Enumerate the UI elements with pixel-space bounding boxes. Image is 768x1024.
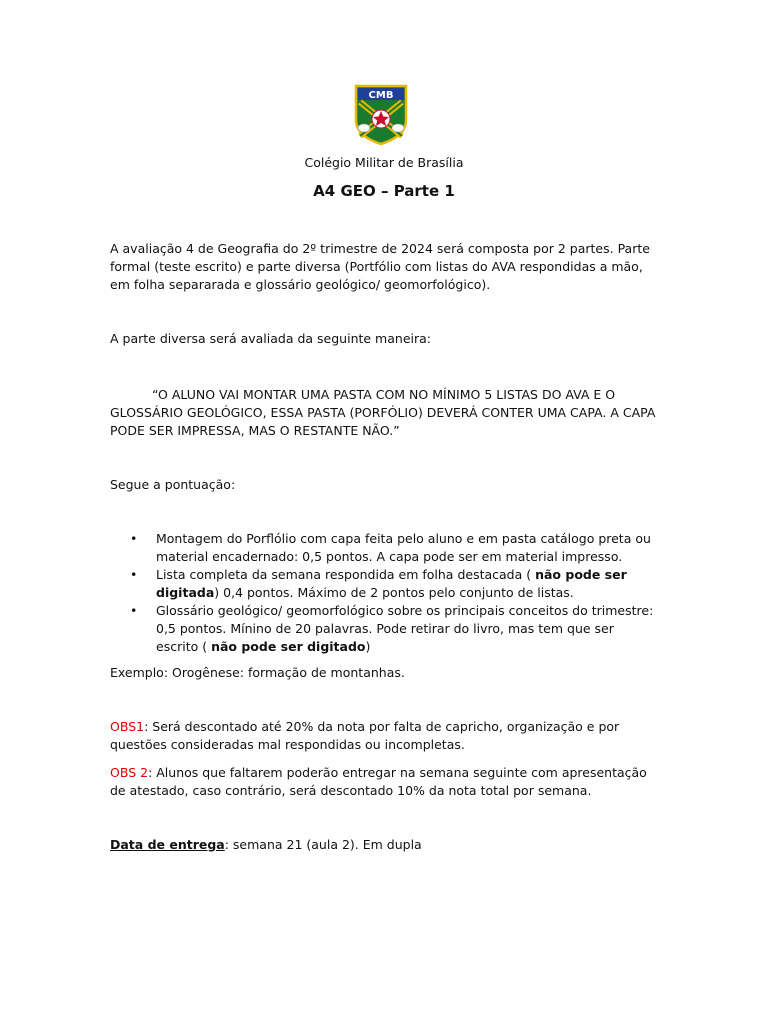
obs1-text: : Será descontado até 20% da nota por falta de capricho, organização e por questões consideradas mal respondidas ou incompletas.: [110, 719, 620, 752]
obs2-text: : Alunos que faltarem poderão entregar na semana seguinte com apresentação de atestado, caso contrário, será descontado 10% da nota total por semana.: [110, 765, 647, 798]
scoring-list: [110, 530, 660, 656]
list-item: [110, 602, 660, 656]
segue-paragraph: Segue a pontuação:: [110, 477, 236, 492]
data-entrega-text: : semana 21 (aula 2). Em dupla: [224, 837, 422, 852]
list-item-text-after: ) 0,4 pontos. Máximo de 2 pontos pelo conjunto de listas.: [214, 585, 574, 600]
list-item: [110, 566, 660, 602]
bullet-icon: •: [130, 567, 138, 582]
exemplo-paragraph: Exemplo: Orogênese: formação de montanhas.: [110, 665, 405, 680]
obs2-label: OBS 2: [110, 765, 149, 780]
list-item-text-after: ): [365, 639, 371, 654]
page-title: A4 GEO – Parte 1: [313, 182, 455, 200]
bullet-icon: •: [130, 603, 138, 618]
list-item-text-before: Glossário geológico/ geomorfológico sobre os principais conceitos do trimestre: 0,5 pontos. Mínino de 20 palavras. Pode retirar do livro, mas tem que ser escrito (: [156, 603, 654, 654]
intro-paragraph: A avaliação 4 de Geografia do 2º trimestre de 2024 será composta por 2 partes. Parte formal (teste escrito) e parte diversa (Portfólio com listas do AVA respondidas a mão, em folha separarada e glossário geológico/ geomorfológico).: [110, 241, 650, 292]
data-entrega-label: Data de entrega: [110, 837, 225, 852]
obs1-paragraph: [110, 718, 658, 754]
list-item: [110, 530, 660, 566]
logo-text: CMB: [368, 90, 394, 101]
cmb-crest-icon: [354, 84, 408, 146]
list-item-bold: não pode ser digitado: [211, 639, 366, 654]
bullet-icon: •: [130, 531, 138, 546]
data-entrega-paragraph: [110, 836, 658, 854]
list-item-text: Montagem do Porflólio com capa feita pelo aluno e em pasta catálogo preta ou material encadernado: 0,5 pontos. A capa pode ser em material impresso.: [156, 531, 651, 564]
list-item-text-before: Lista completa da semana respondida em folha destacada (: [156, 567, 536, 582]
school-name: Colégio Militar de Brasília: [304, 155, 464, 170]
diversa-paragraph: A parte diversa será avaliada da seguinte maneira:: [110, 331, 431, 346]
list-item-bold: não pode ser digitada: [156, 567, 627, 600]
quote-paragraph: “O ALUNO VAI MONTAR UMA PASTA COM NO MÍNIMO 5 LISTAS DO AVA E O GLOSSÁRIO GEOLÓGICO, ESSA PASTA (PORFÓLIO) DEVERÁ CONTER UMA CAPA. A CAPA PODE SER IMPRESSA, MAS O RESTANTE NÃO.”: [110, 387, 656, 438]
obs1-label: OBS1: [110, 719, 145, 734]
obs2-paragraph: [110, 764, 658, 800]
